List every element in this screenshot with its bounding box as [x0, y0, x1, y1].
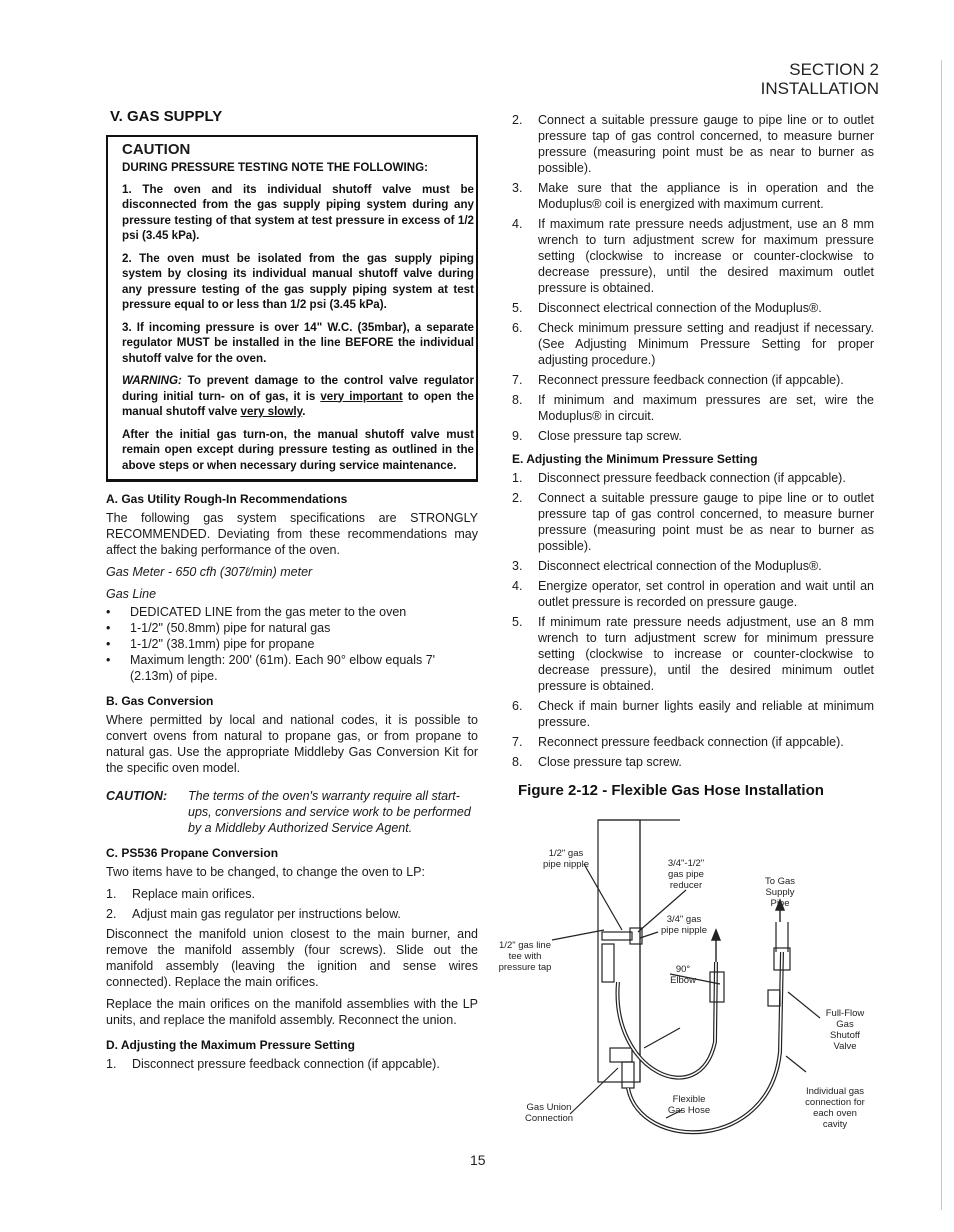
- list-item: • DEDICATED LINE from the gas meter to the oven: [106, 604, 478, 620]
- left-column: [106, 108, 478, 1076]
- section-number: SECTION 2: [789, 60, 879, 79]
- label-individual-connection: Individual gas connection for each oven cavity: [805, 1086, 865, 1130]
- list-item: 8. Close pressure tap screw.: [512, 755, 682, 769]
- section-c-para-1: Disconnect the manifold union closest to the main burner, and remove the manifold assembly (four screws). Slide out the manifold assembly (leaving the ignition and sense wires connected). Replace the main orifices.: [106, 927, 478, 989]
- caution-item-2: 2. The oven must be isolated from the gas supply piping system by closing its individual manual shutoff valve during any pressure testing of the gas supply piping system at test pressure equal to or less than 1/2 psi (3.45 kPa).: [122, 251, 474, 311]
- list-item: 9. Close pressure tap screw.: [512, 429, 682, 443]
- list-item: • 1-1/2" (38.1mm) pipe for propane: [106, 636, 478, 652]
- section-header: [761, 60, 879, 98]
- caution-item-1: 1. The oven and its individual shutoff valve must be disconnected from the gas supply piping system during any pressure testing of that system at test pressure in excess of 1/2 psi (3.45 kPa).: [122, 182, 474, 242]
- label-three-quarter-nipple: 3/4" gas pipe nipple: [661, 914, 707, 936]
- label-half-nipple: 1/2" gas pipe nipple: [543, 848, 589, 870]
- list-item: 3. Disconnect electrical connection of the Moduplus®.: [512, 559, 822, 573]
- gas-supply-heading: V. GAS SUPPLY: [110, 108, 223, 125]
- list-item: 5. If minimum rate pressure needs adjustment, use an 8 mm wrench to turn adjustment screw for minimum pressure setting (clockwise to increase or counter-clockwise to decrease pressure), until the desired minimum outlet pressure is obtained.: [512, 615, 874, 693]
- list-item: • 1-1/2" (50.8mm) pipe for natural gas: [106, 620, 478, 636]
- list-item: 1. Disconnect pressure feedback connection (if appcable).: [512, 471, 846, 485]
- label-flexible-hose: Flexible Gas Hose: [667, 1094, 711, 1116]
- section-title: INSTALLATION: [760, 79, 879, 98]
- list-item: 7. Reconnect pressure feedback connection (if appcable).: [512, 373, 844, 387]
- caution-item-5: After the initial gas turn-on, the manual shutoff valve must remain open except during pressure testing as outlined in the above steps or when necessary during service maintenance.: [122, 427, 474, 472]
- list-item: 2. Connect a suitable pressure gauge to pipe line or to outlet pressure tap of gas control concerned, to measure burner pressure (measuring point must be as near to burner as possible).: [512, 113, 874, 175]
- list-item: 7. Reconnect pressure feedback connection (if appcable).: [512, 735, 844, 749]
- label-shutoff-valve: Full-Flow Gas Shutoff Valve: [825, 1008, 865, 1052]
- warranty-caution-label: CAUTION:: [106, 789, 168, 803]
- section-a-heading: A. Gas Utility Rough-In Recommendations: [106, 492, 348, 506]
- section-e-heading: E. Adjusting the Minimum Pressure Setting: [512, 452, 758, 466]
- pipe-nipple-shape: [602, 932, 632, 940]
- section-b-heading: B. Gas Conversion: [106, 694, 214, 708]
- figure-title: Figure 2-12 - Flexible Gas Hose Installation: [518, 782, 824, 799]
- list-item: 4. Energize operator, set control in operation and wait until an outlet pressure is recorded on pressure gauge.: [512, 579, 874, 609]
- list-item: 6. Check if main burner lights easily and reliable at minimum pressure.: [512, 699, 874, 729]
- warning-label: WARNING:: [122, 374, 182, 387]
- warning-underline-2: very slowly: [240, 405, 303, 418]
- list-item: • Maximum length: 200' (61m). Each 90° elbow equals 7' (2.13m) of pipe.: [106, 652, 478, 684]
- vertical-pipe-shape: [602, 944, 614, 982]
- section-c-para-2: Replace the main orifices on the manifold assemblies with the LP units, and replace the manifold assembly. Reconnect the union.: [106, 997, 478, 1027]
- section-a-body: The following gas system specifications are STRONGLY RECOMMENDED. Deviating from these recommendations may affect the baking performance of the oven.: [106, 511, 478, 557]
- label-tee-pressure-tap: 1/2" gas line tee with pressure tap: [498, 940, 552, 973]
- oven-wall-panel: [598, 820, 640, 1082]
- section-b-body: Where permitted by local and national codes, it is possible to convert ovens from natural to propane gas, or from propane to natural gas. Use the appropriate Middleby Gas Conversion Kit for the specific oven model.: [106, 713, 478, 775]
- list-item: 2. Adjust main gas regulator per instructions below.: [106, 907, 401, 921]
- list-item: 4. If maximum rate pressure needs adjustment, use an 8 mm wrench to turn adjustment screw for maximum pressure setting (clockwise to increase or counter-clockwise to decrease pressure), until the desired maximum outlet pressure is obtained.: [512, 217, 874, 295]
- label-gas-union: Gas Union Connection: [524, 1102, 574, 1124]
- list-item: 2. Connect a suitable pressure gauge to pipe line or to outlet pressure tap of gas control concerned, to measure burner pressure (measuring point must be as near to burner as possible).: [512, 491, 874, 553]
- section-d-steps: [512, 112, 874, 444]
- warning-text-b: to open the manual shutoff valve: [122, 389, 474, 418]
- warranty-caution-text: The terms of the oven's warranty require all start-ups, conversions and service work to be performed by a Middleby Authorized Service Agent.: [188, 789, 471, 835]
- label-elbow: 90° Elbow: [670, 964, 696, 986]
- gas-meter-spec: Gas Meter - 650 cfh (307ℓ/min) meter: [106, 565, 313, 579]
- gas-line-list: [106, 604, 478, 684]
- warning-text-a: To prevent damage to the control valve regulator during initial turn- on of gas, it is: [122, 374, 474, 403]
- section-e-steps: [512, 470, 874, 770]
- caution-title: CAUTION: [122, 141, 191, 158]
- caution-warning: [122, 373, 474, 420]
- label-reducer: 3/4"-1/2" gas pipe reducer: [667, 858, 705, 891]
- warranty-caution: [106, 788, 478, 836]
- list-item: 5. Disconnect electrical connection of the Moduplus®.: [512, 301, 822, 315]
- warning-text-c: .: [302, 405, 306, 418]
- page-number: 15: [470, 1152, 486, 1168]
- section-c-intro: Two items have to be changed, to change the oven to LP:: [106, 865, 425, 879]
- caution-box: [106, 135, 478, 482]
- list-item: 8. If minimum and maximum pressures are set, wire the Moduplus® in circuit.: [512, 393, 874, 423]
- section-c-heading: C. PS536 Propane Conversion: [106, 846, 279, 860]
- caution-subtitle: DURING PRESSURE TESTING NOTE THE FOLLOWING:: [122, 161, 428, 174]
- gas-line-label: Gas Line: [106, 587, 157, 601]
- gas-hose-figure: [490, 812, 890, 1142]
- list-item: 1. Replace main orifices.: [106, 887, 255, 901]
- union-fitting-shape: [610, 1048, 632, 1062]
- section-d-heading: D. Adjusting the Maximum Pressure Setting: [106, 1038, 355, 1052]
- list-item: 6. Check minimum pressure setting and readjust if necessary. (See Adjusting Minimum Pressure Setting for proper adjusting procedure.): [512, 321, 874, 367]
- caution-item-3: 3. If incoming pressure is over 14" W.C. (35mbar), a separate regulator MUST be installed in the line BEFORE the individual shutoff valve for the oven.: [122, 320, 474, 365]
- warning-underline-1: very important: [320, 389, 403, 403]
- list-item: 1. Disconnect pressure feedback connection (if appcable).: [106, 1057, 440, 1071]
- right-column: [512, 112, 874, 799]
- label-to-gas-supply: To Gas Supply Pipe: [764, 876, 796, 909]
- scan-edge-line: [941, 60, 942, 1210]
- list-item: 3. Make sure that the appliance is in operation and the Moduplus® coil is energized with maximum current.: [512, 181, 874, 211]
